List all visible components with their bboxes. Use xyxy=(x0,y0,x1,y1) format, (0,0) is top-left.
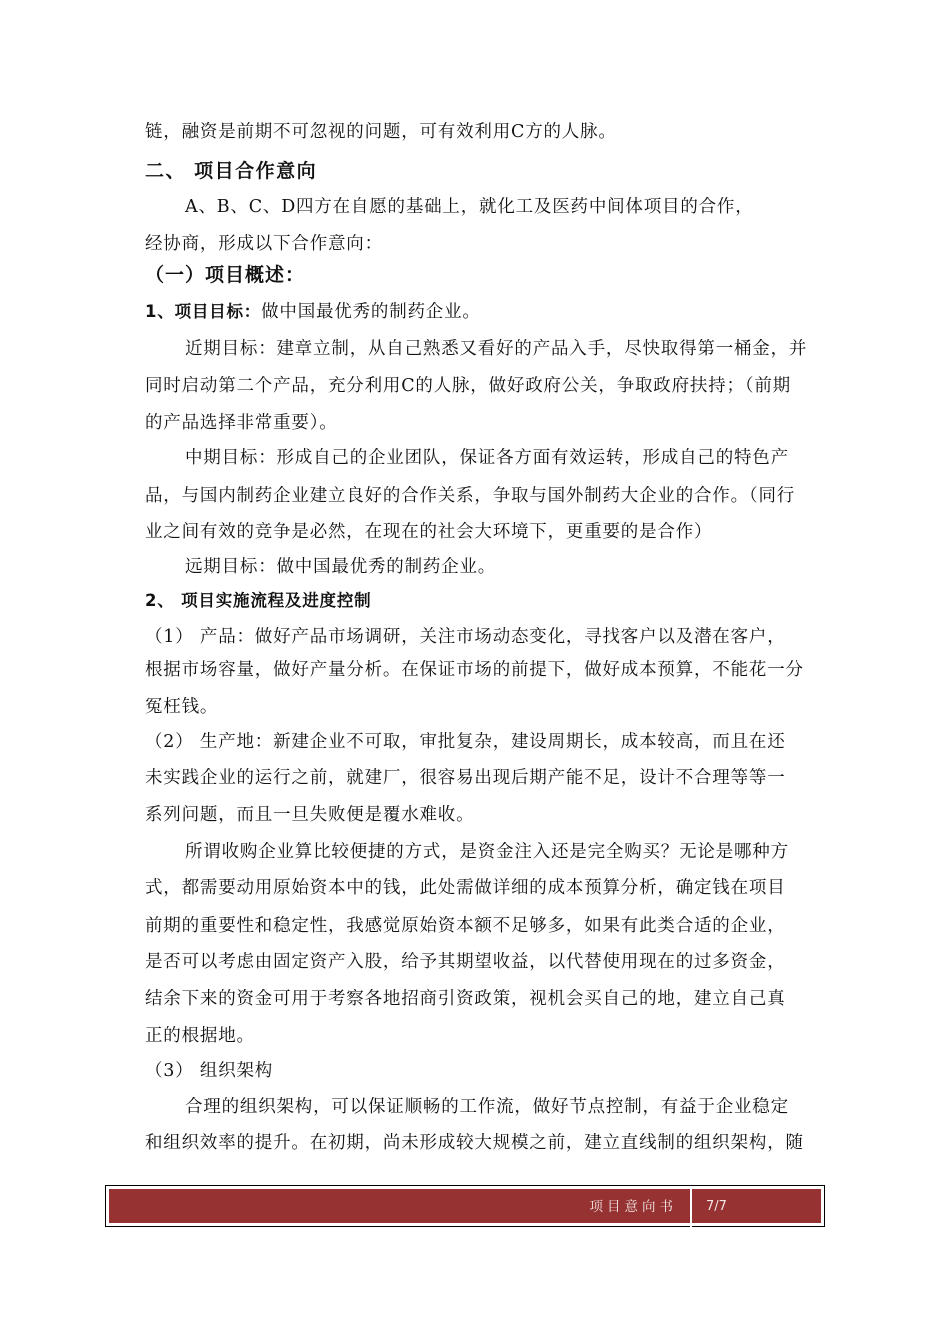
page-footer xyxy=(105,1185,825,1227)
heading-section xyxy=(145,153,317,190)
line-text: 的产品选择非常重要）。 xyxy=(145,413,338,433)
line-text: 是否可以考虑由固定资产入股，给予其期望收益，以代替使用现在的过多资金， xyxy=(145,952,786,972)
line-text: A、B、C、D四方在自愿的基础上，就化工及医药中间体项目的合作， xyxy=(185,197,754,217)
line-text: 未实践企业的运行之前，就建厂，很容易出现后期产能不足，设计不合理等等一 xyxy=(145,768,786,788)
line-text: （1） 产品：做好产品市场调研，关注市场动态变化，寻找客户以及潜在客户， xyxy=(145,627,786,647)
text-line xyxy=(145,724,786,761)
line-text: （3） 组织架构 xyxy=(145,1061,274,1081)
text-line xyxy=(145,981,786,1018)
text-line xyxy=(145,1053,273,1090)
text-line xyxy=(145,514,712,551)
text-line xyxy=(145,1018,255,1055)
line-text: （一）项目概述： xyxy=(145,264,306,286)
line-text: 根据市场容量，做好产量分析。在保证市场的前提下，做好成本预算，不能花一分 xyxy=(145,660,804,680)
heading-item xyxy=(145,582,371,619)
line-text: 近期目标：建章立制，从自己熟悉又看好的产品入手，尽快取得第一桶金，并 xyxy=(185,339,808,359)
text-line xyxy=(145,368,791,405)
line-text: 和组织效率的提升。在初期，尚未形成较大规模之前，建立直线制的组织架构，随 xyxy=(145,1133,804,1153)
text-line xyxy=(145,619,786,656)
text-line xyxy=(145,944,786,981)
line-text: 2、 项目实施流程及进度控制 xyxy=(145,591,372,610)
text-line xyxy=(145,189,754,226)
text-line xyxy=(145,760,786,797)
text-line xyxy=(145,908,786,945)
heading-sub xyxy=(145,257,305,294)
line-text: 正的根据地。 xyxy=(145,1026,255,1046)
text-line xyxy=(145,1089,789,1126)
text-line xyxy=(145,331,807,368)
line-text: 品，与国内制药企业建立良好的合作关系，争取与国外制药大企业的合作。（同行 xyxy=(145,486,796,506)
text-line xyxy=(145,440,789,477)
line-text: 前期的重要性和稳定性，我感觉原始资本额不足够多，如果有此类合适的企业， xyxy=(145,916,786,936)
text-line xyxy=(145,797,474,834)
text-line xyxy=(145,870,786,907)
footer-bar xyxy=(109,1189,821,1223)
line-text: 远期目标：做中国最优秀的制药企业。 xyxy=(185,557,497,577)
text-line xyxy=(145,405,338,442)
line-text: 二、 项目合作意向 xyxy=(145,160,318,182)
text-line xyxy=(145,478,795,515)
text-line xyxy=(145,652,804,689)
footer-divider xyxy=(690,1186,692,1228)
line-text: 式，都需要动用原始资本中的钱，此处需做详细的成本预算分析，确定钱在项目 xyxy=(145,878,786,898)
line-text: 链，融资是前期不可忽视的问题，可有效利用C方的人脉。 xyxy=(145,122,617,142)
line-text: 做中国最优秀的制药企业。 xyxy=(261,302,481,322)
text-line xyxy=(145,114,617,151)
line-text: 合理的组织架构，可以保证顺畅的工作流，做好节点控制，有益于企业稳定 xyxy=(185,1097,789,1117)
line-text: 系列问题，而且一旦失败便是覆水难收。 xyxy=(145,805,475,825)
text-line xyxy=(145,293,481,331)
line-text: 结余下来的资金可用于考察各地招商引资政策，视机会买自己的地，建立自己真 xyxy=(145,989,786,1009)
line-text: （2） 生产地：新建企业不可取，审批复杂，建设周期长，成本较高，而且在还 xyxy=(145,732,786,752)
line-text: 冤枉钱。 xyxy=(145,697,219,717)
line-text: 经协商，形成以下合作意向： xyxy=(145,234,383,254)
line-text: 中期目标：形成自己的企业团队，保证各方面有效运转，形成自己的特色产 xyxy=(185,448,789,468)
text-line xyxy=(145,549,496,586)
page-number: 7/7 xyxy=(706,1199,727,1214)
text-line xyxy=(145,689,218,726)
text-line xyxy=(145,1125,804,1162)
footer-title: 项目意向书 xyxy=(589,1199,677,1215)
line-text: 业之间有效的竞争是必然，在现在的社会大环境下，更重要的是合作） xyxy=(145,522,713,542)
line-text: 同时启动第二个产品，充分利用C的人脉，做好政府公关，争取政府扶持；（前期 xyxy=(145,376,791,396)
line-text: 所谓收购企业算比较便捷的方式，是资金注入还是完全购买？无论是哪种方 xyxy=(185,842,789,862)
item-label: 1、项目目标： xyxy=(145,302,262,321)
text-line xyxy=(145,834,789,871)
